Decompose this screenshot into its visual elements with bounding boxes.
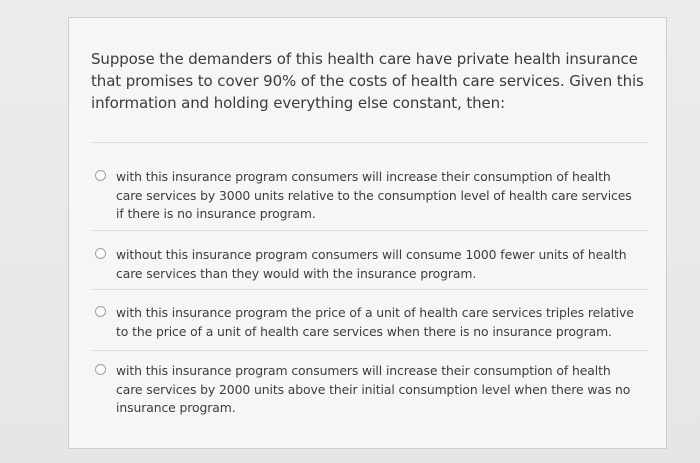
answer-option-2[interactable]: [95, 246, 635, 286]
radio-button-icon[interactable]: [95, 248, 106, 259]
answer-option-label: with this insurance program the price of a unit of health care services triples relative to the price of a unit of health care services when there is no insurance program.: [116, 305, 634, 339]
answer-option-1[interactable]: [95, 168, 635, 228]
divider: [91, 289, 647, 290]
radio-button-icon[interactable]: [95, 306, 106, 317]
question-text: Suppose the demanders of this health care have private health insurance that promises to cover 90% of the costs of health care services. Given this information and holding everything else constant, then:: [91, 50, 644, 112]
answer-option-3[interactable]: [95, 304, 635, 344]
answer-option-label: with this insurance program consumers will increase their consumption of health care services by 3000 units relative to the consumption level of health care services if there is no insurance program.: [116, 169, 632, 221]
radio-button-icon[interactable]: [95, 364, 106, 375]
radio-button-icon[interactable]: [95, 170, 106, 181]
divider: [91, 142, 647, 143]
divider: [91, 350, 647, 351]
answer-option-4[interactable]: [95, 362, 635, 422]
answer-option-label: without this insurance program consumers will consume 1000 fewer units of health care services than they would with the insurance program.: [116, 247, 627, 281]
question-card: [68, 17, 667, 449]
divider: [91, 230, 647, 231]
answer-option-label: with this insurance program consumers will increase their consumption of health care services by 2000 units above their initial consumption level when there was no insurance program.: [116, 363, 631, 415]
